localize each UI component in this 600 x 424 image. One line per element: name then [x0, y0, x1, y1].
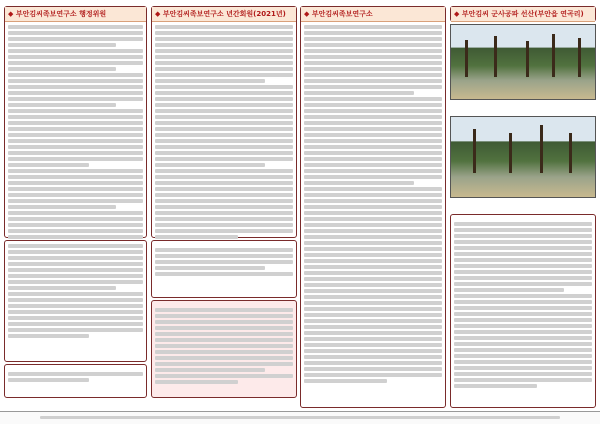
member-list-box-2 [4, 240, 147, 362]
article-body [301, 22, 445, 386]
article-subtitle-2 [301, 390, 445, 394]
account-box [151, 240, 297, 298]
section-title: ◆ 부안김씨족보연구소 행정위원 [5, 7, 146, 22]
history-box [450, 214, 596, 408]
member-list [5, 22, 146, 242]
photo-section-header [450, 6, 596, 22]
column-4 [450, 6, 596, 408]
notice-title-2 [5, 385, 146, 389]
notice-box [4, 364, 147, 398]
pine-forest-photo-1 [450, 24, 596, 100]
column-2 [151, 6, 297, 408]
photo-caption-2 [453, 199, 593, 203]
footer [0, 411, 600, 424]
recruit-box [151, 300, 297, 398]
photo-caption-1 [453, 101, 593, 105]
article-box [300, 6, 446, 408]
annual-members-box [151, 6, 297, 238]
article-title: ◆ 부안김씨족보연구소 [301, 7, 445, 22]
annual-member-list [152, 22, 296, 242]
section-title: ◆ 부안김씨족보연구소 년간회원(2021년) [152, 7, 296, 22]
photo-section-title: ◆ 부안김씨 군사공파 선산(부안읍 연곡리) [451, 7, 595, 22]
column-3 [300, 6, 446, 408]
pine-forest-photo-2 [450, 116, 596, 198]
admin-members-box [4, 6, 147, 238]
column-1 [4, 6, 147, 408]
